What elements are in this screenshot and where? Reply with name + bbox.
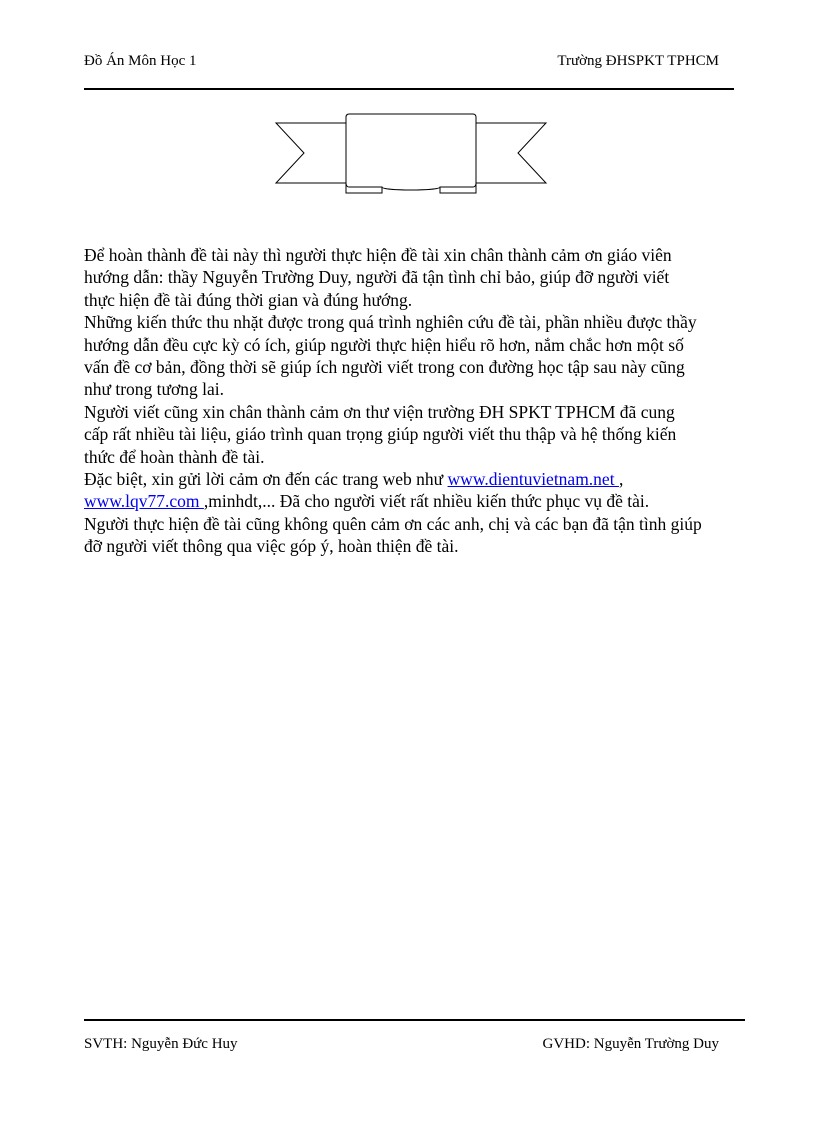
body-line: thực hiện đề tài đúng thời gian và đúng hướng. bbox=[84, 289, 413, 310]
acknowledgement-body bbox=[84, 244, 748, 558]
body-line: Những kiến thức thu nhặt được trong quá trình nghiên cứu đề tài, phần nhiều được thầy bbox=[84, 312, 697, 333]
header-rule bbox=[84, 88, 734, 90]
ribbon-banner-icon bbox=[274, 113, 548, 195]
body-line: như trong tương lai. bbox=[84, 379, 225, 400]
body-line: đỡ người viết thông qua việc góp ý, hoàn thiện đề tài. bbox=[84, 536, 459, 557]
body-line: thức để hoàn thành đề tài. bbox=[84, 446, 265, 467]
websites-intro-text: Đặc biệt, xin gửi lời cảm ơn đến các trang web như bbox=[84, 469, 448, 490]
header-course-title: Đồ Án Môn Học 1 bbox=[84, 53, 197, 69]
body-line: hướng dẫn: thầy Nguyễn Trường Duy, người đã tận tình chỉ bảo, giúp đỡ người viết bbox=[84, 267, 670, 288]
body-line: vấn đề cơ bản, đồng thời sẽ giúp ích người viết trong con đường học tập sau này cũng bbox=[84, 357, 685, 378]
link-dientuvietnam[interactable]: www.dientuvietnam.net bbox=[447, 469, 619, 490]
footer-student-name: SVTH: Nguyễn Đức Huy bbox=[84, 1036, 238, 1052]
body-line: cấp rất nhiều tài liệu, giáo trình quan trọng giúp người viết thu thập và hệ thống kiến bbox=[84, 424, 677, 445]
header-school-name: Trường ĐHSPKT TPHCM bbox=[557, 53, 719, 69]
body-line-websites-cont bbox=[84, 490, 748, 512]
body-line: Người thực hiện đề tài cũng không quên cảm ơn các anh, chị và các bạn đã tận tình giúp bbox=[84, 513, 702, 534]
body-line-websites bbox=[84, 468, 748, 490]
footer-advisor-name: GVHD: Nguyễn Trường Duy bbox=[542, 1036, 719, 1052]
websites-closing-text: ,minhdt,... Đã cho người viết rất nhiều kiến thức phục vụ đề tài. bbox=[203, 491, 650, 512]
body-line: Để hoàn thành đề tài này thì người thực hiện đề tài xin chân thành cảm ơn giáo viên bbox=[84, 245, 672, 265]
body-line: Người viết cũng xin chân thành cảm ơn thư viện trường ĐH SPKT TPHCM đã cung bbox=[84, 401, 675, 422]
body-line: hướng dẫn đều cực kỳ có ích, giúp người thực hiện hiểu rõ hơn, nắm chắc hơn một số bbox=[84, 334, 684, 355]
link-separator: , bbox=[618, 469, 624, 490]
footer-rule bbox=[84, 1019, 745, 1021]
link-lqv77[interactable]: www.lqv77.com bbox=[84, 491, 204, 512]
